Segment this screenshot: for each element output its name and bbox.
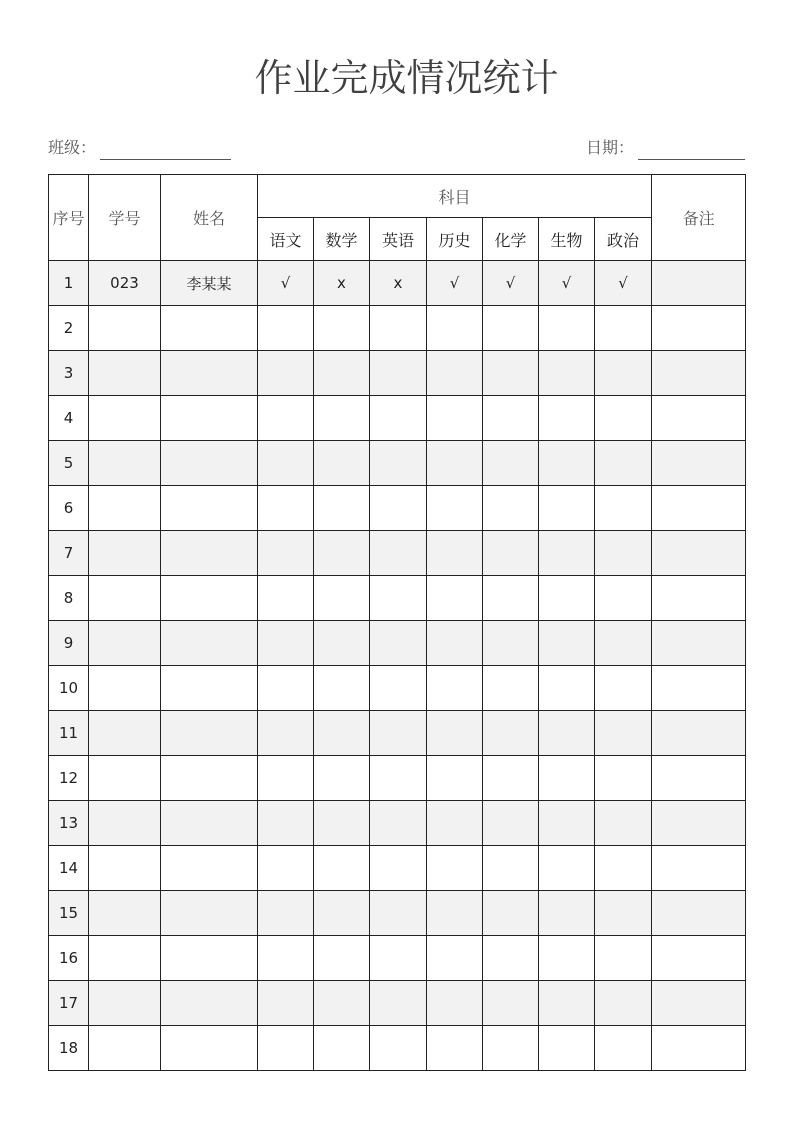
cell-subject-mark[interactable] [427, 891, 483, 936]
cell-subject-mark[interactable] [427, 711, 483, 756]
cell-subject-mark[interactable] [370, 306, 427, 351]
page-title: 作业完成情况统计 [254, 56, 559, 100]
cell-name[interactable] [161, 486, 258, 531]
cell-subject-mark[interactable] [427, 576, 483, 621]
cell-subject-mark[interactable] [370, 666, 427, 711]
cell-subject-mark[interactable] [258, 981, 314, 1026]
header-subject: 数学 [314, 218, 370, 261]
cell-subject-mark[interactable] [427, 396, 483, 441]
cell-subject-mark[interactable] [427, 981, 483, 1026]
table-row [49, 441, 746, 486]
cell-subject-mark[interactable] [370, 846, 427, 891]
cell-student-id[interactable] [89, 666, 161, 711]
cell-subject-mark[interactable] [483, 756, 539, 801]
cell-student-id[interactable] [89, 801, 161, 846]
cell-index[interactable]: 14 [49, 846, 89, 891]
table-body [49, 261, 746, 1071]
cell-subject-mark[interactable] [539, 351, 595, 396]
cell-subject-mark[interactable] [370, 936, 427, 981]
cell-subject-mark[interactable] [258, 396, 314, 441]
cell-name[interactable] [161, 396, 258, 441]
cell-remarks[interactable] [652, 711, 746, 756]
cell-subject-mark[interactable] [483, 846, 539, 891]
cell-name[interactable] [161, 621, 258, 666]
cell-student-id[interactable] [89, 1026, 161, 1071]
table-row [49, 1026, 746, 1071]
cell-remarks[interactable] [652, 486, 746, 531]
cell-subject-mark[interactable] [483, 351, 539, 396]
cell-remarks[interactable] [652, 306, 746, 351]
cell-subject-mark[interactable] [258, 756, 314, 801]
cell-index[interactable]: 18 [49, 1026, 89, 1071]
cell-subject-mark[interactable] [483, 981, 539, 1026]
cell-remarks[interactable] [652, 891, 746, 936]
cell-student-id[interactable] [89, 891, 161, 936]
cell-subject-mark[interactable] [314, 981, 370, 1026]
cell-subject-mark[interactable] [539, 621, 595, 666]
cell-name[interactable] [161, 711, 258, 756]
cell-subject-mark[interactable] [595, 846, 652, 891]
cell-index[interactable]: 2 [49, 306, 89, 351]
cell-student-id[interactable] [89, 576, 161, 621]
cell-name[interactable] [161, 1026, 258, 1071]
cell-subject-mark[interactable] [595, 711, 652, 756]
cell-subject-mark[interactable] [539, 756, 595, 801]
cell-index[interactable]: 10 [49, 666, 89, 711]
cell-subject-mark[interactable] [258, 801, 314, 846]
cell-subject-mark[interactable] [483, 441, 539, 486]
cell-subject-mark[interactable] [595, 756, 652, 801]
cell-index[interactable]: 6 [49, 486, 89, 531]
homework-table [48, 174, 746, 1071]
header-subject: 化学 [483, 218, 539, 261]
cell-subject-mark[interactable] [370, 801, 427, 846]
cell-subject-mark[interactable] [314, 351, 370, 396]
cell-subject-mark[interactable] [314, 576, 370, 621]
cell-subject-mark[interactable] [483, 576, 539, 621]
cell-subject-mark[interactable] [539, 891, 595, 936]
cell-index[interactable]: 9 [49, 621, 89, 666]
cell-subject-mark[interactable]: x [370, 261, 427, 306]
cell-name[interactable] [161, 351, 258, 396]
cell-subject-mark[interactable] [483, 306, 539, 351]
table-row [49, 846, 746, 891]
cell-name[interactable] [161, 441, 258, 486]
cell-name[interactable] [161, 576, 258, 621]
cell-subject-mark[interactable] [483, 1026, 539, 1071]
cell-student-id[interactable] [89, 756, 161, 801]
cell-subject-mark[interactable] [483, 891, 539, 936]
cell-subject-mark[interactable] [595, 576, 652, 621]
header-student-id: 学号 [89, 175, 161, 261]
cell-index[interactable]: 4 [49, 396, 89, 441]
cell-subject-mark[interactable] [595, 351, 652, 396]
table-row [49, 531, 746, 576]
cell-subject-mark[interactable]: √ [595, 261, 652, 306]
cell-student-id[interactable] [89, 711, 161, 756]
cell-remarks[interactable] [652, 396, 746, 441]
cell-subject-mark[interactable] [539, 531, 595, 576]
cell-subject-mark[interactable] [595, 396, 652, 441]
cell-subject-mark[interactable] [539, 981, 595, 1026]
cell-subject-mark[interactable] [370, 711, 427, 756]
cell-subject-mark[interactable] [483, 486, 539, 531]
cell-subject-mark[interactable] [483, 711, 539, 756]
cell-name[interactable] [161, 531, 258, 576]
cell-remarks[interactable] [652, 621, 746, 666]
cell-subject-mark[interactable] [427, 1026, 483, 1071]
cell-subject-mark[interactable] [427, 801, 483, 846]
cell-remarks[interactable] [652, 261, 746, 306]
cell-subject-mark[interactable] [258, 531, 314, 576]
cell-student-id[interactable] [89, 621, 161, 666]
cell-subject-mark[interactable] [539, 1026, 595, 1071]
cell-subject-mark[interactable] [427, 441, 483, 486]
table-row [49, 396, 746, 441]
class-blank-line[interactable] [100, 141, 231, 160]
cell-subject-mark[interactable] [595, 891, 652, 936]
cell-remarks[interactable] [652, 801, 746, 846]
cell-student-id[interactable] [89, 441, 161, 486]
cell-index[interactable]: 12 [49, 756, 89, 801]
cell-subject-mark[interactable] [258, 576, 314, 621]
cell-name[interactable] [161, 846, 258, 891]
table-row [49, 891, 746, 936]
date-label: 日期： [585, 138, 634, 157]
cell-subject-mark[interactable] [370, 891, 427, 936]
cell-subject-mark[interactable] [258, 891, 314, 936]
cell-subject-mark[interactable] [370, 621, 427, 666]
cell-student-id[interactable] [89, 846, 161, 891]
cell-remarks[interactable] [652, 981, 746, 1026]
cell-remarks[interactable] [652, 441, 746, 486]
table-row [49, 801, 746, 846]
cell-subject-mark[interactable] [427, 306, 483, 351]
table-row [49, 351, 746, 396]
cell-student-id[interactable] [89, 396, 161, 441]
cell-student-id[interactable] [89, 531, 161, 576]
cell-subject-mark[interactable] [314, 756, 370, 801]
table-row [49, 486, 746, 531]
cell-subject-mark[interactable] [539, 666, 595, 711]
cell-subject-mark[interactable] [539, 441, 595, 486]
cell-name[interactable] [161, 666, 258, 711]
cell-subject-mark[interactable] [370, 441, 427, 486]
cell-subject-mark[interactable] [314, 441, 370, 486]
class-field [48, 136, 231, 160]
cell-subject-mark[interactable] [314, 396, 370, 441]
cell-subject-mark[interactable] [314, 531, 370, 576]
cell-remarks[interactable] [652, 846, 746, 891]
cell-remarks[interactable] [652, 666, 746, 711]
cell-index[interactable]: 11 [49, 711, 89, 756]
cell-student-id[interactable] [89, 936, 161, 981]
header-subject: 生物 [539, 218, 595, 261]
cell-name[interactable] [161, 306, 258, 351]
cell-index[interactable]: 17 [49, 981, 89, 1026]
cell-subject-mark[interactable] [539, 576, 595, 621]
cell-subject-mark[interactable] [595, 936, 652, 981]
cell-student-id[interactable] [89, 351, 161, 396]
cell-remarks[interactable] [652, 1026, 746, 1071]
cell-subject-mark[interactable]: x [314, 261, 370, 306]
cell-subject-mark[interactable]: √ [539, 261, 595, 306]
cell-subject-mark[interactable] [258, 666, 314, 711]
cell-subject-mark[interactable] [370, 396, 427, 441]
cell-subject-mark[interactable] [539, 396, 595, 441]
header-index: 序号 [49, 175, 89, 261]
cell-subject-mark[interactable] [370, 756, 427, 801]
cell-subject-mark[interactable] [427, 666, 483, 711]
cell-subject-mark[interactable] [595, 981, 652, 1026]
cell-subject-mark[interactable] [539, 306, 595, 351]
cell-subject-mark[interactable] [483, 531, 539, 576]
cell-subject-mark[interactable] [258, 846, 314, 891]
cell-subject-mark[interactable] [314, 621, 370, 666]
cell-subject-mark[interactable] [314, 801, 370, 846]
cell-subject-mark[interactable] [370, 1026, 427, 1071]
cell-subject-mark[interactable] [314, 846, 370, 891]
cell-name[interactable] [161, 801, 258, 846]
header-subjects: 科目 [258, 175, 652, 218]
cell-subject-mark[interactable] [370, 531, 427, 576]
cell-subject-mark[interactable] [427, 756, 483, 801]
cell-subject-mark[interactable] [595, 1026, 652, 1071]
cell-subject-mark[interactable] [370, 981, 427, 1026]
cell-subject-mark[interactable] [258, 351, 314, 396]
header-name: 姓名 [161, 175, 258, 261]
table-row [49, 711, 746, 756]
cell-subject-mark[interactable] [314, 891, 370, 936]
header-subject: 政治 [595, 218, 652, 261]
cell-name[interactable] [161, 891, 258, 936]
header-subject: 英语 [370, 218, 427, 261]
cell-name[interactable]: 李某某 [161, 261, 258, 306]
cell-subject-mark[interactable] [370, 576, 427, 621]
header-subject: 历史 [427, 218, 483, 261]
cell-subject-mark[interactable] [258, 711, 314, 756]
header-subject: 语文 [258, 218, 314, 261]
cell-name[interactable] [161, 981, 258, 1026]
table-row [49, 306, 746, 351]
cell-subject-mark[interactable]: √ [258, 261, 314, 306]
cell-subject-mark[interactable] [595, 531, 652, 576]
cell-subject-mark[interactable] [427, 531, 483, 576]
cell-subject-mark[interactable] [595, 666, 652, 711]
cell-subject-mark[interactable] [258, 1026, 314, 1071]
cell-subject-mark[interactable] [314, 1026, 370, 1071]
cell-subject-mark[interactable] [314, 666, 370, 711]
cell-subject-mark[interactable] [539, 711, 595, 756]
cell-subject-mark[interactable]: √ [483, 261, 539, 306]
cell-subject-mark[interactable] [258, 441, 314, 486]
table-row [49, 666, 746, 711]
cell-subject-mark[interactable] [370, 351, 427, 396]
cell-subject-mark[interactable] [258, 621, 314, 666]
cell-subject-mark[interactable] [483, 666, 539, 711]
cell-subject-mark[interactable] [258, 936, 314, 981]
cell-name[interactable] [161, 756, 258, 801]
cell-remarks[interactable] [652, 351, 746, 396]
cell-index[interactable]: 8 [49, 576, 89, 621]
cell-subject-mark[interactable] [595, 306, 652, 351]
date-blank-line[interactable] [638, 141, 745, 160]
cell-subject-mark[interactable] [483, 936, 539, 981]
cell-subject-mark[interactable] [595, 621, 652, 666]
date-field [586, 136, 745, 160]
cell-subject-mark[interactable] [539, 936, 595, 981]
cell-student-id[interactable]: 023 [89, 261, 161, 306]
cell-index[interactable]: 13 [49, 801, 89, 846]
cell-index[interactable]: 15 [49, 891, 89, 936]
cell-index[interactable]: 7 [49, 531, 89, 576]
cell-index[interactable]: 1 [49, 261, 89, 306]
cell-subject-mark[interactable] [427, 846, 483, 891]
cell-subject-mark[interactable] [427, 936, 483, 981]
table-row [49, 576, 746, 621]
cell-index[interactable]: 5 [49, 441, 89, 486]
cell-subject-mark[interactable]: √ [427, 261, 483, 306]
cell-subject-mark[interactable] [427, 621, 483, 666]
cell-subject-mark[interactable] [314, 306, 370, 351]
cell-index[interactable]: 16 [49, 936, 89, 981]
cell-remarks[interactable] [652, 936, 746, 981]
cell-subject-mark[interactable] [427, 351, 483, 396]
cell-remarks[interactable] [652, 756, 746, 801]
cell-subject-mark[interactable] [539, 486, 595, 531]
table-row [49, 981, 746, 1026]
cell-subject-mark[interactable] [539, 846, 595, 891]
cell-subject-mark[interactable] [314, 486, 370, 531]
cell-subject-mark[interactable] [539, 801, 595, 846]
table-row [49, 756, 746, 801]
cell-subject-mark[interactable] [314, 936, 370, 981]
cell-subject-mark[interactable] [258, 306, 314, 351]
cell-subject-mark[interactable] [427, 486, 483, 531]
cell-student-id[interactable] [89, 981, 161, 1026]
cell-student-id[interactable] [89, 486, 161, 531]
cell-subject-mark[interactable] [595, 441, 652, 486]
table-row [49, 621, 746, 666]
cell-subject-mark[interactable] [258, 486, 314, 531]
cell-subject-mark[interactable] [483, 621, 539, 666]
cell-subject-mark[interactable] [483, 801, 539, 846]
cell-subject-mark[interactable] [314, 711, 370, 756]
table-row [49, 261, 746, 306]
cell-student-id[interactable] [89, 306, 161, 351]
cell-subject-mark[interactable] [370, 486, 427, 531]
header-remarks: 备注 [652, 175, 746, 261]
cell-subject-mark[interactable] [595, 486, 652, 531]
class-label: 班级： [48, 138, 97, 157]
cell-name[interactable] [161, 936, 258, 981]
table-row [49, 936, 746, 981]
cell-subject-mark[interactable] [595, 801, 652, 846]
cell-remarks[interactable] [652, 576, 746, 621]
cell-subject-mark[interactable] [483, 396, 539, 441]
cell-remarks[interactable] [652, 531, 746, 576]
cell-index[interactable]: 3 [49, 351, 89, 396]
